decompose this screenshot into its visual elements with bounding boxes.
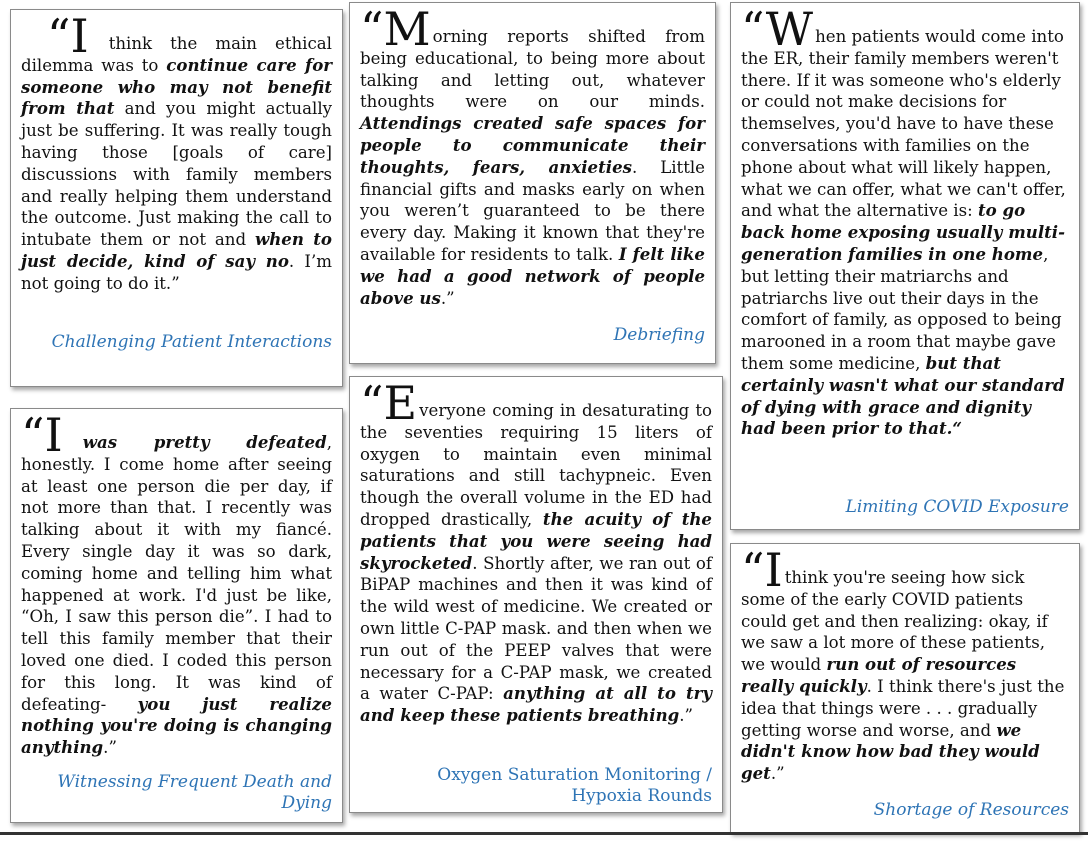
theme-label: Challenging Patient Interactions [51, 332, 332, 352]
quote-card-oxygen-saturation-monitoring [349, 376, 723, 813]
quote-text: “I was pretty defeated, honestly. I come home after seeing at least one person die per day, if not more than that. I recently was talking about it with my fiancé. Every single day it was so dark, coming home and telling him what happened at work. I'd just be like, “Oh, I saw this person die”. I had to tell this family member that their loved one died. I coded this person for this long. It was kind of defeating- you just realize nothing you're doing is changing anything.” [21, 408, 332, 758]
theme-label: Limiting COVID Exposure [845, 497, 1069, 517]
quote-dropcap: “E [360, 376, 418, 430]
quote-text: “M orning reports shifted from being educational, to being more about talking and letting out, whatever thoughts were on our minds. Attendings created safe spaces for people to communicate their thoughts, fears, anxieties. Little financial gifts and masks early on when you weren’t guaranteed to be there every day. Making it known that they're available for residents to talk. I felt like we had a good network of people above us.” [360, 2, 706, 308]
quote-dropcap: “I [47, 9, 89, 63]
quote-card-limiting-covid-exposure [730, 2, 1080, 530]
theme-label: Oxygen Saturation Monitoring / Hypoxia Rounds [437, 765, 712, 806]
theme-label: Witnessing Frequent Death and Dying [57, 772, 332, 813]
quote-card-witnessing-frequent-death [10, 408, 343, 823]
theme-label: Shortage of Resources [873, 800, 1069, 820]
quote-dropcap: “I [741, 543, 783, 597]
quote-dropcap: “I [21, 408, 63, 462]
theme-label: Debriefing [613, 325, 705, 345]
page-divider [0, 832, 1088, 835]
quote-card-challenging-patient-interactions [10, 9, 343, 387]
quote-dropcap: “W [741, 2, 814, 56]
quote-card-shortage-of-resources [730, 543, 1080, 833]
quote-text: “E veryone coming in desaturating to the seventies requiring 15 liters of oxygen to maintain even minimal saturations and still tachypneic. Even though the overall volume in the ED had dropped drastically, the acuity of the patients that you were seeing had skyrocketed. Shortly after, we ran out of BiPAP machines and then it was kind of the wild west of medicine. We created or own little C-PAP mask. and then when we run out of the PEEP valves that were necessary for a C-PAP mask, we created a water C-PAP: anything at all to try and keep these patients breathing.” [360, 376, 713, 726]
quote-card-debriefing [349, 2, 716, 364]
quote-text: “W hen patients would come into the ER, their family members weren't there. If it was someone who's elderly or could not make decisions for themselves, you'd have to have these conversations with families on the phone about what will likely happen, what we can offer, what we can't offer, and what the alternative is: to go back home exposing usually multi-generation families in one home, but letting their matriarchs and patriarchs live out their days in the comfort of family, as opposed to being marooned in a room that maybe gave them some medicine, but that certainly wasn't what our standard of dying with grace and dignity had been prior to that.“ [741, 2, 1066, 439]
quote-text: “I think you're seeing how sick some of the early COVID patients could get and then realizing: okay, if we saw a lot more of these patients, we would run out of resources really quickly. I think there's just the idea that things were . . . gradually getting worse and worse, and we didn't know how bad they would get.” [741, 543, 1065, 784]
quote-text: “I think the main ethical dilemma was to continue care for someone who may not benefit from that and you might actually just be suffering. It was really tough having those [goals of care] discussions with family members and really helping them understand the outcome. Just making the call to intubate them or not and when to just decide, kind of say no. I’m not going to do it.” [21, 9, 333, 293]
quote-dropcap: “M [360, 2, 431, 56]
